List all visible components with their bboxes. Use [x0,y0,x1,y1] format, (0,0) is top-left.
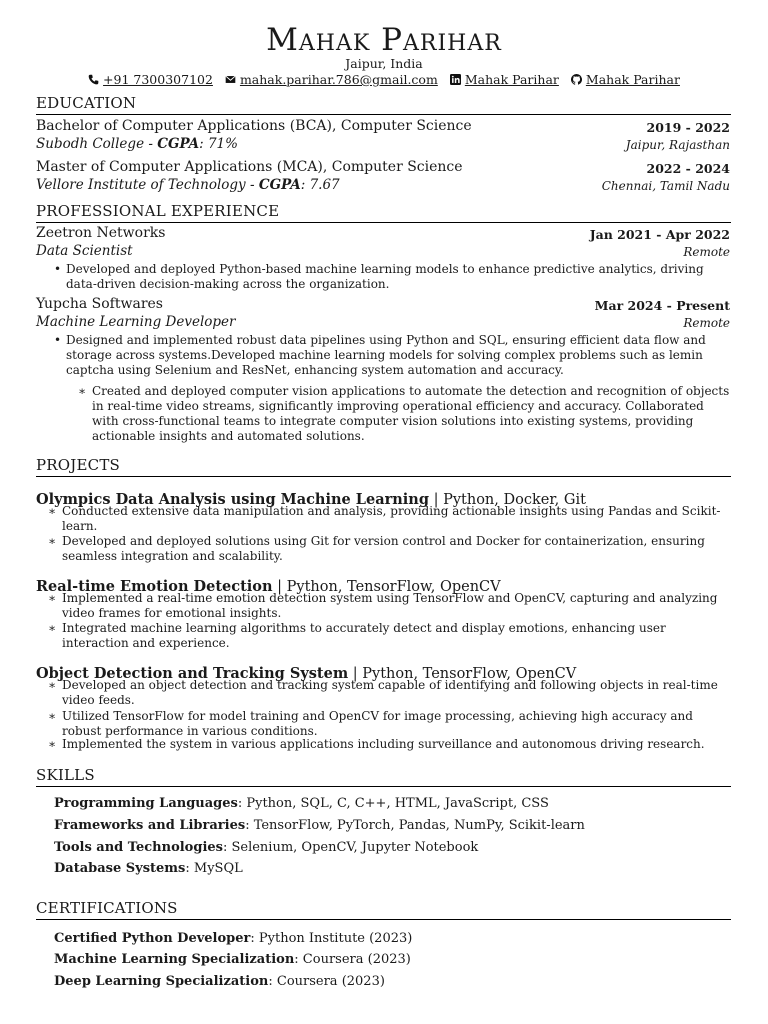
experience-company: Yupcha Softwares [36,296,163,312]
experience-heading: PROFESSIONAL EXPERIENCE [36,202,280,220]
phone-icon [88,74,99,85]
experience-bullet: Designed and implemented robust data pipelines using Python and SQL, ensuring efficient data flow and storage across systems.Developed machine learning models for solving complex problems such as lemin captcha using Selenium and ResNet, enhancing system automation and accuracy. [66,333,706,377]
experience-role: Machine Learning Developer [36,314,236,330]
project-bullet: Developed and deployed solutions using Git for version control and Docker for containerization, ensuring seamless integration and scalability. [62,534,705,563]
project-bullet: Utilized TensorFlow for model training and OpenCV for image processing, achieving high accuracy and robust performance in various conditions. [62,709,693,738]
contact-bar [0,72,768,87]
github-link[interactable]: Mahak Parihar [585,72,680,87]
sub-bullet-marker: ∗ [48,709,57,723]
education-dates: 2019 - 2022 [646,120,730,135]
email-contact[interactable] [225,72,438,87]
sub-bullet-marker: ∗ [48,504,57,518]
linkedin-link[interactable]: Mahak Parihar [464,72,559,87]
github-icon [571,74,582,85]
projects-heading: PROJECTS [36,456,121,474]
resume-name: Mahak Parihar [266,22,502,58]
experience-dates: Mar 2024 - Present [594,298,730,313]
education-heading: EDUCATION [36,94,137,112]
section-divider [36,786,731,787]
bullet-marker: • [54,262,62,276]
project-title: Real-time Emotion Detection | Python, TensorFlow, OpenCV [36,578,501,595]
skill-row: Database Systems: MySQL [54,861,243,876]
certifications-heading: CERTIFICATIONS [36,899,178,917]
project-title: Object Detection and Tracking System | Python, TensorFlow, OpenCV [36,665,577,682]
section-divider [36,222,731,223]
section-divider [36,476,731,477]
linkedin-icon [450,74,461,85]
skill-row: Frameworks and Libraries: TensorFlow, PyTorch, Pandas, NumPy, Scikit-learn [54,818,585,833]
certification-row: Certified Python Developer: Python Institute (2023) [54,931,413,946]
phone-contact[interactable] [88,72,213,87]
project-bullet: Developed an object detection and tracking system capable of identifying and following objects in real-time video feeds. [62,678,718,707]
experience-location: Remote [683,245,730,259]
phone-link[interactable]: +91 7300307102 [103,72,213,87]
experience-role: Data Scientist [36,243,133,259]
education-school: Subodh College - CGPA: 71% [36,136,238,152]
section-divider [36,919,731,920]
skill-row: Tools and Technologies: Selenium, OpenCV, Jupyter Notebook [54,840,479,855]
sub-bullet-marker: ∗ [48,591,57,605]
education-degree: Bachelor of Computer Applications (BCA), Computer Science [36,118,472,134]
education-place: Jaipur, Rajasthan [625,138,730,152]
section-divider [36,114,731,115]
skills-heading: SKILLS [36,766,95,784]
project-bullet: Integrated machine learning algorithms to accurately detect and display emotions, enhancing user interaction and experience. [62,621,666,650]
bullet-marker: • [54,333,62,347]
skill-row: Programming Languages: Python, SQL, C, C++, HTML, JavaScript, CSS [54,796,549,811]
education-place: Chennai, Tamil Nadu [601,179,730,193]
experience-dates: Jan 2021 - Apr 2022 [589,227,730,242]
project-bullet: Implemented the system in various applications including surveillance and autonomous driving research. [62,737,705,751]
github-contact[interactable] [571,72,680,87]
experience-company: Zeetron Networks [36,225,166,241]
envelope-icon [225,74,236,85]
certification-row: Deep Learning Specialization: Coursera (2023) [54,974,385,989]
education-degree: Master of Computer Applications (MCA), Computer Science [36,159,463,175]
project-title: Olympics Data Analysis using Machine Learning | Python, Docker, Git [36,491,586,508]
email-link[interactable]: mahak.parihar.786@gmail.com [239,72,438,87]
education-dates: 2022 - 2024 [646,161,730,176]
experience-sub-bullet: Created and deployed computer vision applications to automate the detection and recognition of objects in real-time video streams, significantly improving operational efficiency and accuracy. Collaborated with cross-functional teams to integrate computer vision solutions into existing systems, providing actionable insights and automated solutions. [92,384,730,443]
sub-bullet-marker: ∗ [78,384,87,398]
sub-bullet-marker: ∗ [48,678,57,692]
experience-location: Remote [683,316,730,330]
project-bullet: Conducted extensive data manipulation and analysis, providing actionable insights using Pandas and Scikit-learn. [62,504,721,533]
location-text: Jaipur, India [345,56,423,71]
sub-bullet-marker: ∗ [48,621,57,635]
sub-bullet-marker: ∗ [48,534,57,548]
project-bullet: Implemented a real-time emotion detection system using TensorFlow and OpenCV, capturing and analyzing video frames for emotional insights. [62,591,718,620]
education-school: Vellore Institute of Technology - CGPA: 7.67 [36,177,340,193]
experience-bullet: Developed and deployed Python-based machine learning models to enhance predictive analytics, driving data-driven decision-making across the organization. [66,262,704,291]
sub-bullet-marker: ∗ [48,737,57,751]
linkedin-contact[interactable] [450,72,559,87]
certification-row: Machine Learning Specialization: Coursera (2023) [54,952,411,967]
